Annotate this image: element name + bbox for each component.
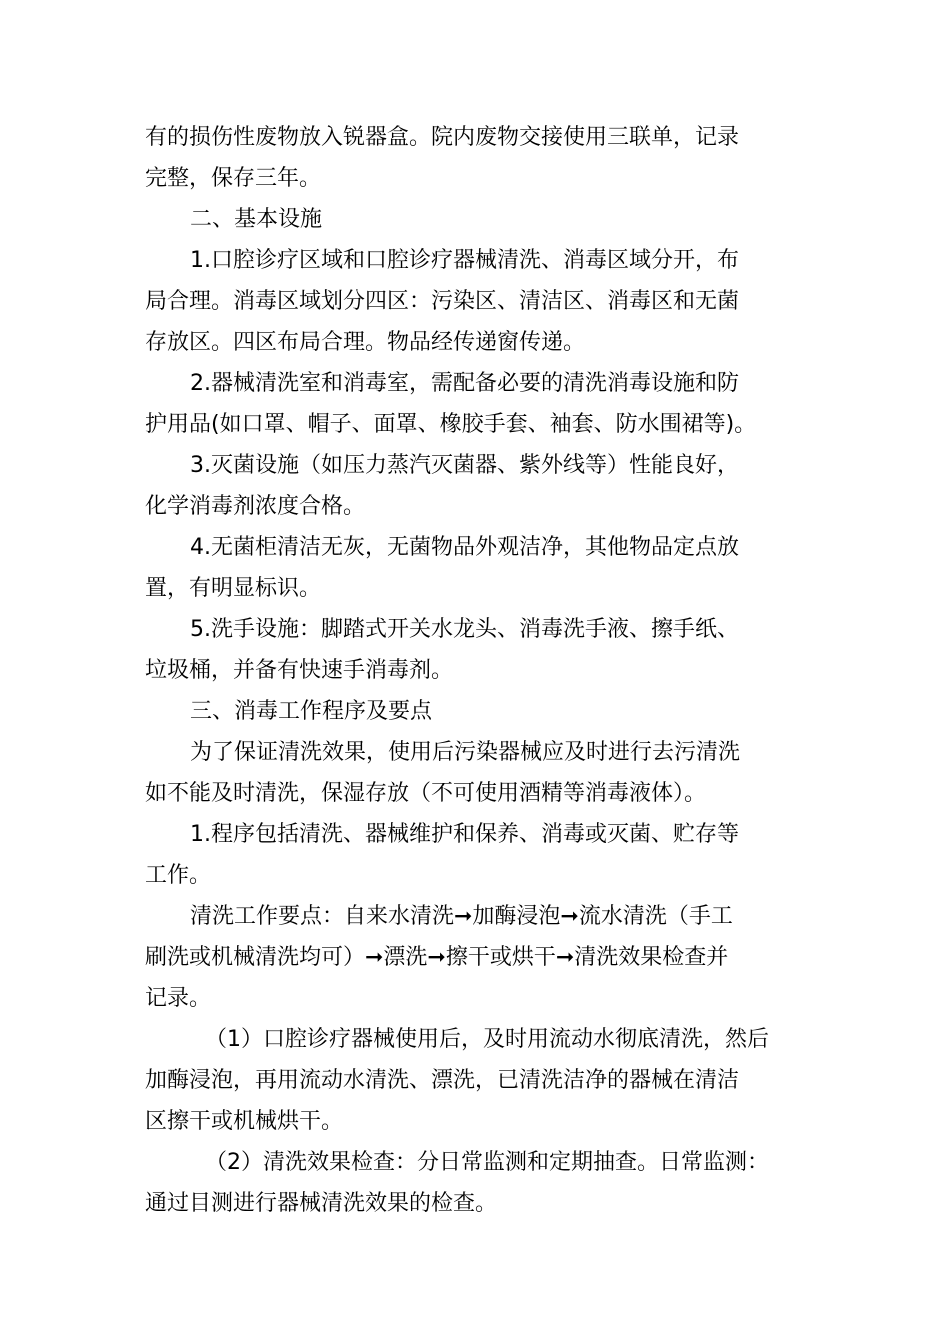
text-line: 存放区。四区布局合理。物品经传递窗传递。	[145, 330, 586, 355]
document-body	[145, 117, 810, 1224]
text-line: 垃圾桶，并备有快速手消毒剂。	[145, 658, 454, 683]
text-line: 如不能及时清洗，保湿存放（不可使用酒精等消毒液体）。	[145, 781, 707, 806]
text-line: （2）清洗效果检查：分日常监测和定期抽查。日常监测：	[205, 1150, 769, 1175]
text-line: 化学消毒剂浓度合格。	[145, 494, 366, 519]
text-line: （1）口腔诊疗器械使用后，及时用流动水彻底清洗，然后	[205, 1027, 769, 1052]
text-line: 有的损伤性废物放入锐器盒。院内废物交接使用三联单，记录	[145, 125, 740, 150]
text-line: 置，有明显标识。	[145, 576, 322, 601]
text-line: 完整，保存三年。	[145, 166, 322, 191]
text-line: 刷洗或机械清洗均可）➞漂洗➞擦干或烘干➞清洗效果检查并	[145, 945, 729, 970]
text-line: 1.口腔诊疗区域和口腔诊疗器械清洗、消毒区域分开，布	[190, 248, 739, 273]
text-line: 护用品(如口罩、帽子、面罩、橡胶手套、袖套、防水围裙等)。	[145, 412, 757, 437]
text-line: 记录。	[145, 986, 212, 1011]
text-line: 3.灭菌设施（如压力蒸汽灭菌器、紫外线等）性能良好，	[190, 453, 739, 478]
text-line: 局合理。消毒区域划分四区：污染区、清洁区、消毒区和无菌	[145, 289, 740, 314]
text-line: 2.器械清洗室和消毒室，需配备必要的清洗消毒设施和防	[190, 371, 739, 396]
text-line: 加酶浸泡，再用流动水清洗、漂洗，已清洗洁净的器械在清洁	[145, 1068, 740, 1093]
text-line: 5.洗手设施：脚踏式开关水龙头、消毒洗手液、擦手纸、	[190, 617, 739, 642]
text-line: 通过目测进行器械清洗效果的检查。	[145, 1191, 498, 1216]
section-heading: 三、消毒工作程序及要点	[190, 699, 433, 724]
text-line: 4.无菌柜清洁无灰，无菌物品外观洁净，其他物品定点放	[190, 535, 739, 560]
text-line: 为了保证清洗效果，使用后污染器械应及时进行去污清洗	[190, 740, 741, 765]
text-line: 区擦干或机械烘干。	[145, 1109, 344, 1134]
text-line: 1.程序包括清洗、器械维护和保养、消毒或灭菌、贮存等	[190, 822, 739, 847]
section-heading: 二、基本设施	[190, 207, 323, 232]
text-line: 清洗工作要点：自来水清洗➞加酶浸泡➞流水清洗（手工	[190, 904, 733, 929]
text-line: 工作。	[145, 863, 212, 888]
